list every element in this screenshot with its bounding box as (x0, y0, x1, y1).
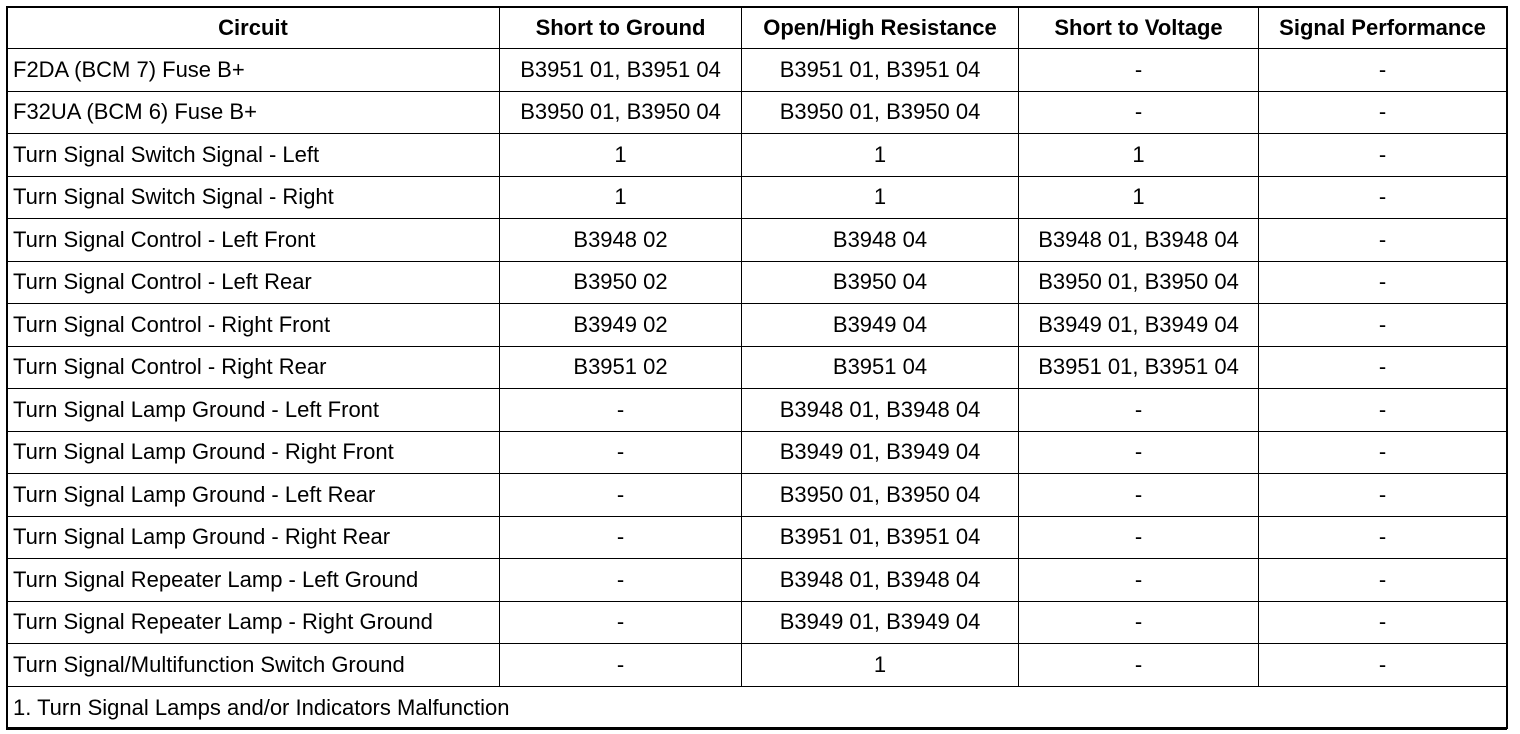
short-to-voltage-cell: - (1019, 601, 1259, 644)
open-high-resistance-cell: B3951 01, B3951 04 (742, 49, 1019, 92)
short-to-ground-cell: - (500, 389, 742, 432)
short-to-ground-cell: B3949 02 (500, 304, 742, 347)
table-row (7, 431, 1507, 474)
signal-performance-cell: - (1259, 516, 1507, 559)
open-high-resistance-cell: 1 (742, 176, 1019, 219)
short-to-ground-cell: - (500, 601, 742, 644)
short-to-voltage-cell: - (1019, 431, 1259, 474)
short-to-voltage-cell: 1 (1019, 176, 1259, 219)
signal-performance-cell: - (1259, 389, 1507, 432)
short-to-ground-cell: B3950 02 (500, 261, 742, 304)
header-signal-performance: Signal Performance (1259, 8, 1507, 49)
table-row (7, 559, 1507, 602)
short-to-voltage-cell: - (1019, 474, 1259, 517)
short-to-voltage-cell: - (1019, 91, 1259, 134)
open-high-resistance-cell: B3950 01, B3950 04 (742, 474, 1019, 517)
circuit-cell: Turn Signal Lamp Ground - Left Rear (7, 474, 500, 517)
footnote: 1. Turn Signal Lamps and/or Indicators Malfunction (7, 686, 1507, 729)
header-open-high-resistance: Open/High Resistance (742, 8, 1019, 49)
signal-performance-cell: - (1259, 644, 1507, 687)
open-high-resistance-cell: B3951 04 (742, 346, 1019, 389)
open-high-resistance-cell: B3949 01, B3949 04 (742, 601, 1019, 644)
table-row (7, 91, 1507, 134)
short-to-ground-cell: 1 (500, 134, 742, 177)
signal-performance-cell: - (1259, 474, 1507, 517)
circuit-dtc-table (6, 7, 1507, 730)
open-high-resistance-cell: B3950 04 (742, 261, 1019, 304)
signal-performance-cell: - (1259, 219, 1507, 262)
table-row (7, 474, 1507, 517)
table-row (7, 346, 1507, 389)
short-to-voltage-cell: B3949 01, B3949 04 (1019, 304, 1259, 347)
short-to-voltage-cell: - (1019, 516, 1259, 559)
short-to-voltage-cell: B3950 01, B3950 04 (1019, 261, 1259, 304)
table-row (7, 644, 1507, 687)
circuit-cell: F2DA (BCM 7) Fuse B+ (7, 49, 500, 92)
header-circuit: Circuit (7, 8, 500, 49)
table-row (7, 49, 1507, 92)
open-high-resistance-cell: B3948 01, B3948 04 (742, 559, 1019, 602)
short-to-ground-cell: B3951 02 (500, 346, 742, 389)
table-row (7, 261, 1507, 304)
circuit-cell: Turn Signal Switch Signal - Right (7, 176, 500, 219)
open-high-resistance-cell: B3948 04 (742, 219, 1019, 262)
signal-performance-cell: - (1259, 134, 1507, 177)
circuit-cell: Turn Signal Repeater Lamp - Left Ground (7, 559, 500, 602)
open-high-resistance-cell: B3951 01, B3951 04 (742, 516, 1019, 559)
short-to-ground-cell: B3950 01, B3950 04 (500, 91, 742, 134)
signal-performance-cell: - (1259, 559, 1507, 602)
short-to-voltage-cell: - (1019, 559, 1259, 602)
short-to-ground-cell: - (500, 559, 742, 602)
header-short-to-voltage: Short to Voltage (1019, 8, 1259, 49)
short-to-voltage-cell: - (1019, 644, 1259, 687)
short-to-voltage-cell: B3948 01, B3948 04 (1019, 219, 1259, 262)
open-high-resistance-cell: B3948 01, B3948 04 (742, 389, 1019, 432)
circuit-cell: Turn Signal Repeater Lamp - Right Ground (7, 601, 500, 644)
open-high-resistance-cell: B3949 04 (742, 304, 1019, 347)
short-to-ground-cell: B3948 02 (500, 219, 742, 262)
signal-performance-cell: - (1259, 346, 1507, 389)
open-high-resistance-cell: 1 (742, 134, 1019, 177)
circuit-cell: Turn Signal/Multifunction Switch Ground (7, 644, 500, 687)
circuit-cell: Turn Signal Lamp Ground - Right Rear (7, 516, 500, 559)
signal-performance-cell: - (1259, 304, 1507, 347)
circuit-cell: F32UA (BCM 6) Fuse B+ (7, 91, 500, 134)
short-to-ground-cell: - (500, 474, 742, 517)
header-row (7, 8, 1507, 49)
open-high-resistance-cell: 1 (742, 644, 1019, 687)
short-to-voltage-cell: B3951 01, B3951 04 (1019, 346, 1259, 389)
short-to-ground-cell: B3951 01, B3951 04 (500, 49, 742, 92)
circuit-cell: Turn Signal Control - Right Front (7, 304, 500, 347)
signal-performance-cell: - (1259, 91, 1507, 134)
circuit-cell: Turn Signal Control - Left Front (7, 219, 500, 262)
header-short-to-ground: Short to Ground (500, 8, 742, 49)
signal-performance-cell: - (1259, 176, 1507, 219)
table-row (7, 304, 1507, 347)
open-high-resistance-cell: B3950 01, B3950 04 (742, 91, 1019, 134)
short-to-ground-cell: - (500, 516, 742, 559)
circuit-cell: Turn Signal Lamp Ground - Right Front (7, 431, 500, 474)
signal-performance-cell: - (1259, 601, 1507, 644)
table-row (7, 516, 1507, 559)
signal-performance-cell: - (1259, 261, 1507, 304)
short-to-ground-cell: - (500, 644, 742, 687)
circuit-cell: Turn Signal Control - Right Rear (7, 346, 500, 389)
table-body (7, 49, 1507, 687)
circuit-cell: Turn Signal Control - Left Rear (7, 261, 500, 304)
circuit-cell: Turn Signal Lamp Ground - Left Front (7, 389, 500, 432)
signal-performance-cell: - (1259, 431, 1507, 474)
short-to-voltage-cell: - (1019, 389, 1259, 432)
open-high-resistance-cell: B3949 01, B3949 04 (742, 431, 1019, 474)
table-row (7, 601, 1507, 644)
table-row (7, 389, 1507, 432)
table-row (7, 176, 1507, 219)
short-to-ground-cell: 1 (500, 176, 742, 219)
short-to-voltage-cell: - (1019, 49, 1259, 92)
table-row (7, 219, 1507, 262)
table-row (7, 134, 1507, 177)
signal-performance-cell: - (1259, 49, 1507, 92)
short-to-voltage-cell: 1 (1019, 134, 1259, 177)
footnote-row (7, 686, 1507, 729)
circuit-cell: Turn Signal Switch Signal - Left (7, 134, 500, 177)
short-to-ground-cell: - (500, 431, 742, 474)
